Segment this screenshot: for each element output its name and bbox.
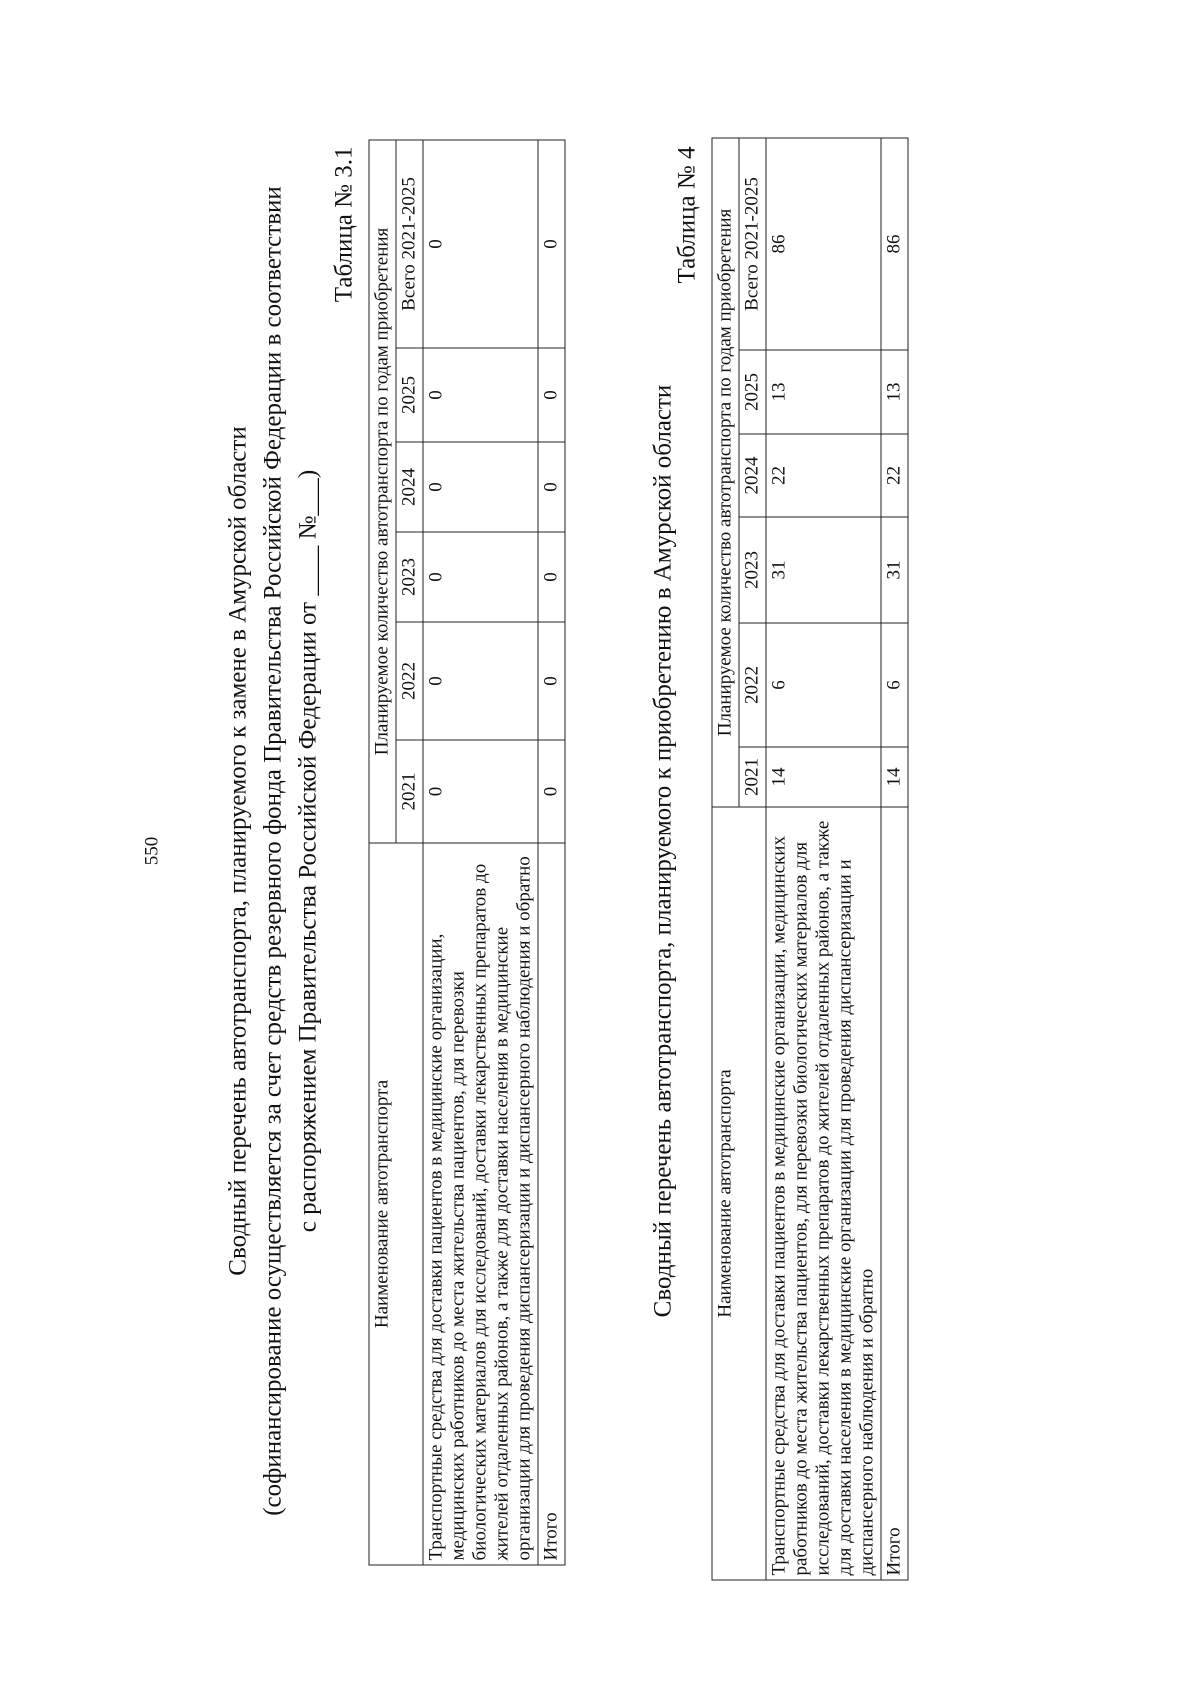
- cell-value: 0: [538, 348, 565, 442]
- table-row: [423, 139, 538, 1564]
- header-group: Планируемое количество автотранспорта по годам приобретения: [712, 137, 739, 806]
- cell-value: 13: [881, 350, 908, 434]
- cell-value: 22: [766, 434, 881, 517]
- header-year: 2021: [739, 747, 766, 807]
- cell-value: 0: [538, 622, 565, 740]
- table1-title-line: (софинансирование осуществляется за счет средств резервного фонда Правительства Российской Федерации в соответствии: [259, 185, 287, 1516]
- cell-value: 6: [881, 623, 908, 747]
- table1: [369, 139, 566, 1565]
- header-group: Планируемое количество автотранспорта по годам приобретения: [369, 139, 396, 842]
- table1-title: [221, 68, 326, 1633]
- table2: [712, 137, 909, 1580]
- cell-value: 0: [423, 532, 538, 622]
- header-total: Всего 2021-2025: [396, 139, 423, 347]
- cell-value: 6: [766, 623, 881, 747]
- cell-value: 0: [538, 139, 565, 347]
- cell-value: 0: [423, 740, 538, 843]
- rotated-page: [86, 68, 1116, 1633]
- table2-title-line: Сводный перечень автотранспорта, планируемого к приобретению в Амурской области: [649, 384, 677, 1317]
- table1-label: Таблица № 3.1: [330, 146, 358, 302]
- cell-value: 14: [881, 747, 908, 807]
- row-name: Транспортные средства для доставки пациентов в медицинские организации, медицинских работников до места жительства пациентов, для перевозки биологических материалов для исследований, доставки лекарственных препаратов до жителей отдаленных районов, а также для доставки населения в медицинские организации для проведения диспансеризации и диспансерного наблюдения и обратно: [423, 843, 538, 1565]
- row-name: Итого: [538, 843, 565, 1565]
- table2-title: [646, 68, 681, 1633]
- table-row-total: [538, 139, 565, 1564]
- header-year: 2023: [396, 532, 423, 622]
- cell-value: 0: [538, 532, 565, 622]
- table2-label: Таблица № 4: [673, 146, 701, 284]
- header-year: 2024: [396, 442, 423, 532]
- header-name: Наименование автотранспорта: [712, 807, 766, 1580]
- header-year: 2021: [396, 740, 423, 843]
- cell-value: 22: [881, 434, 908, 517]
- header-year: 2022: [396, 622, 423, 740]
- cell-value: 0: [538, 740, 565, 843]
- cell-value: 0: [423, 348, 538, 442]
- page-number: 550: [141, 836, 163, 865]
- table1-title-line: с распоряжением Правительства Российской Федерации от ____ №___): [294, 469, 322, 1232]
- table1-title-line: Сводный перечень автотранспорта, планируемого к замене в Амурской области: [224, 425, 252, 1276]
- header-year: 2025: [739, 350, 766, 434]
- cell-value: 0: [423, 442, 538, 532]
- row-name: Итого: [881, 807, 908, 1580]
- cell-value: 0: [538, 442, 565, 532]
- header-year: 2025: [396, 348, 423, 442]
- header-total: Всего 2021-2025: [739, 137, 766, 349]
- cell-value: 31: [766, 517, 881, 623]
- cell-value: 86: [881, 137, 908, 349]
- cell-value: 31: [881, 517, 908, 623]
- row-name: Транспортные средства для доставки пациентов в медицинские организации, медицинских работников до места жительства пациентов, для перевозки биологических материалов для исследований, доставки лекарственных препаратов до жителей отдаленных районов, а также для доставки населения в медицинские организации для проведения диспансеризации и диспансерного наблюдения и обратно: [766, 807, 881, 1580]
- cell-value: 86: [766, 137, 881, 349]
- table-row: [766, 137, 881, 1579]
- header-year: 2023: [739, 517, 766, 623]
- header-year: 2022: [739, 623, 766, 747]
- cell-value: 13: [766, 350, 881, 434]
- cell-value: 14: [766, 747, 881, 807]
- cell-value: 0: [423, 622, 538, 740]
- cell-value: 0: [423, 139, 538, 347]
- header-name: Наименование автотранспорта: [369, 843, 423, 1565]
- header-year: 2024: [739, 434, 766, 517]
- table-row-total: [881, 137, 908, 1579]
